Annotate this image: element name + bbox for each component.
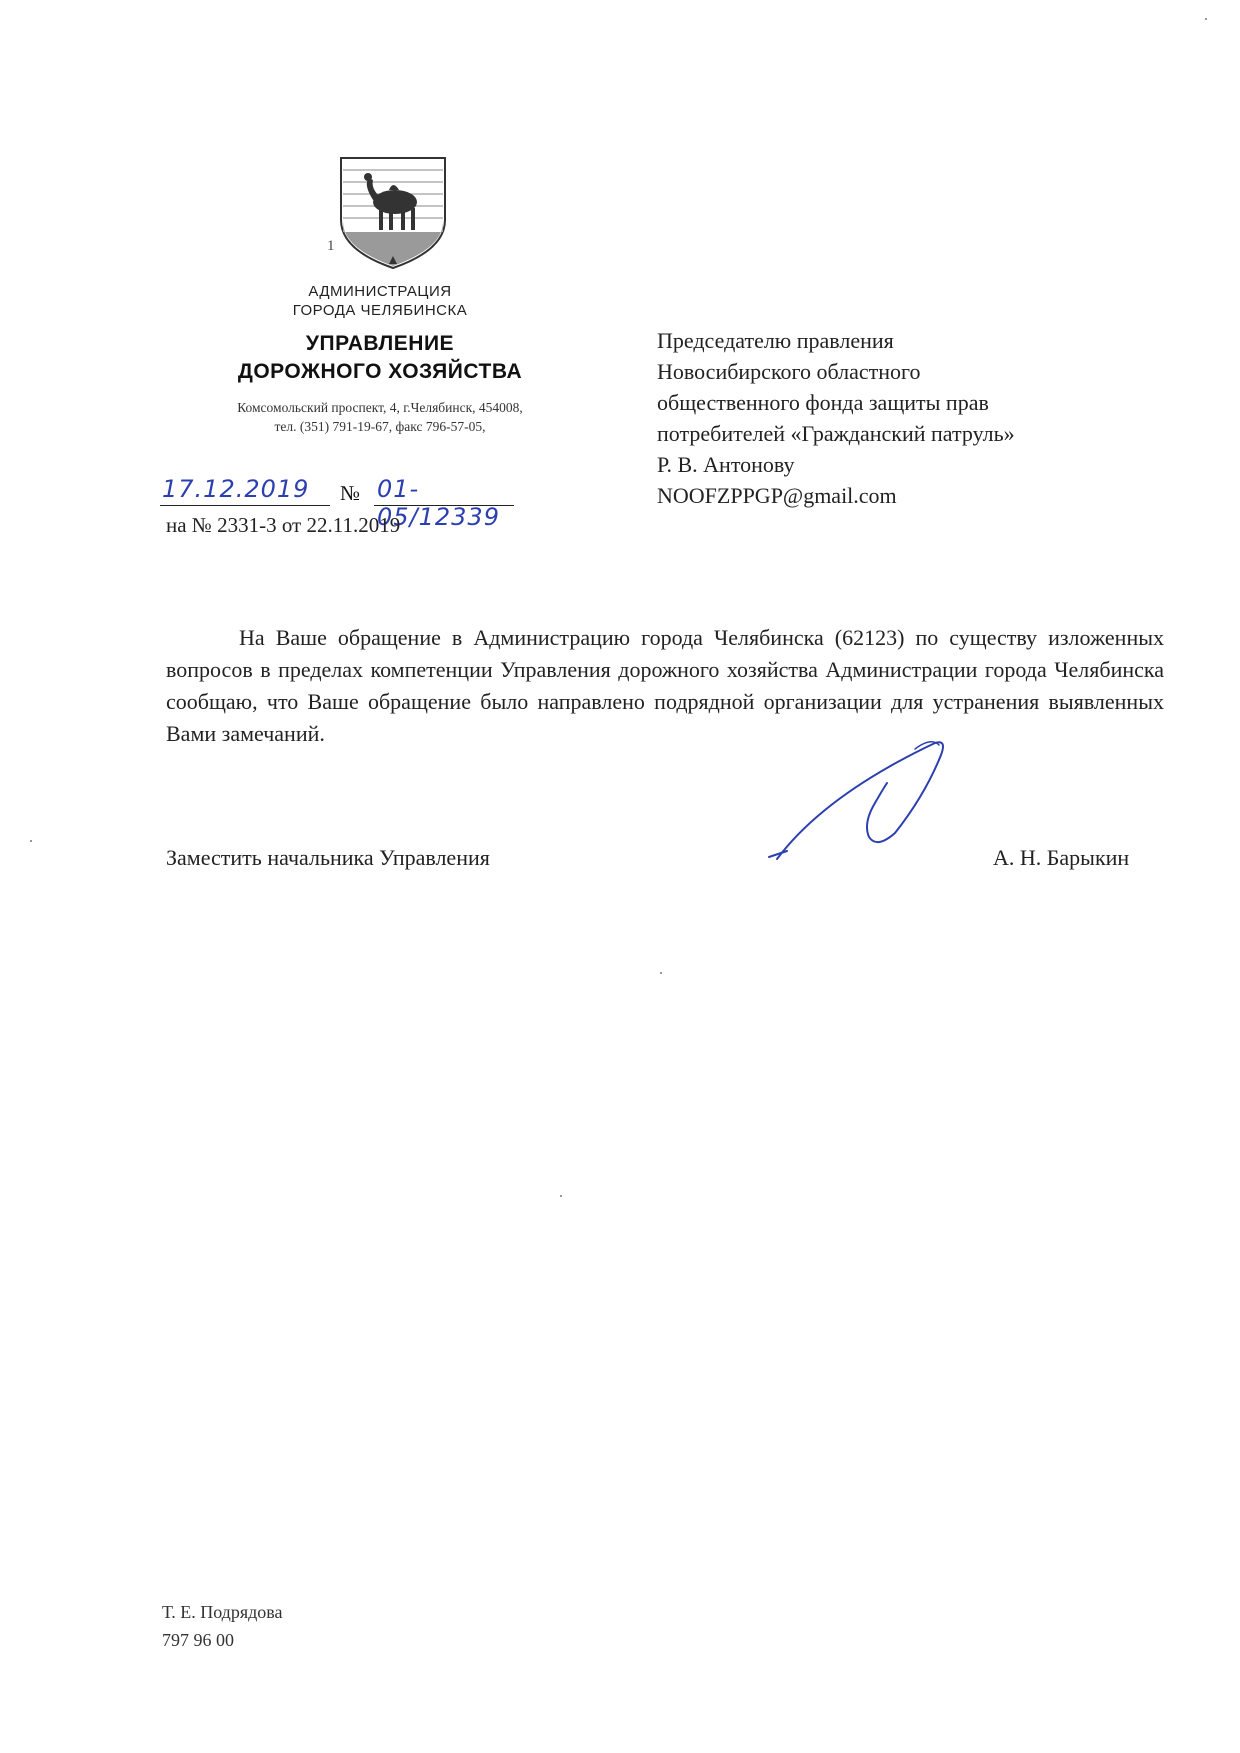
number-underline [374, 505, 514, 506]
addressee-email: NOOFZPPGP@gmail.com [657, 483, 897, 508]
reference-line: на № 2331-3 от 22.11.2019 [166, 513, 401, 537]
chelyabinsk-coat-of-arms [333, 150, 453, 270]
letterhead [160, 282, 600, 436]
scan-speck [660, 972, 662, 974]
registration-date: 17.12.2019 [162, 475, 310, 503]
scan-speck [30, 840, 32, 842]
addressee-line: Председателю правления [657, 328, 894, 353]
body-paragraph: На Ваше обращение в Администрацию города Челябинска (62123) по существу изложенных вопросов в пределах компетенции Управления дорожного хозяйства Администрации города Челябинска сообщаю, что Ваше обращение было направлено подрядной организации для устранения выявленных Вами замечаний. [166, 625, 1164, 746]
addressee-block [657, 325, 1137, 511]
registration-number: 01-05/12339 [377, 475, 500, 531]
sheet-mark: 1 [327, 238, 335, 254]
address-line-2: тел. (351) 791-19-67, факс 796-57-05, [274, 419, 486, 434]
date-underline [160, 505, 330, 506]
addressee-line: общественного фонда защиты прав [657, 390, 989, 415]
address-line-1: Комсомольский проспект, 4, г.Челябинск, 454008, [237, 400, 523, 415]
addressee-line: Новосибирского областного [657, 359, 921, 384]
department-line-2: ДОРОЖНОГО ХОЗЯЙСТВА [237, 360, 523, 383]
handwritten-signature [765, 725, 985, 875]
department-line-1: УПРАВЛЕНИЕ [305, 332, 455, 355]
addressee-line: Р. В. Антонову [657, 452, 795, 477]
addressee-line: потребителей «Гражданский патруль» [657, 421, 1015, 446]
admin-line-2: ГОРОДА ЧЕЛЯБИНСКА [292, 302, 468, 319]
number-sign: № [340, 481, 361, 505]
executor-phone: 797 96 00 [162, 1630, 234, 1650]
executor-name: Т. Е. Подрядова [162, 1602, 283, 1622]
signer-name: А. Н. Барыкин [993, 845, 1130, 870]
signer-position: Заместить начальника Управления [166, 845, 490, 870]
scan-speck [560, 1195, 562, 1197]
scan-speck [1205, 18, 1207, 20]
admin-line-1: АДМИНИСТРАЦИЯ [308, 283, 452, 300]
